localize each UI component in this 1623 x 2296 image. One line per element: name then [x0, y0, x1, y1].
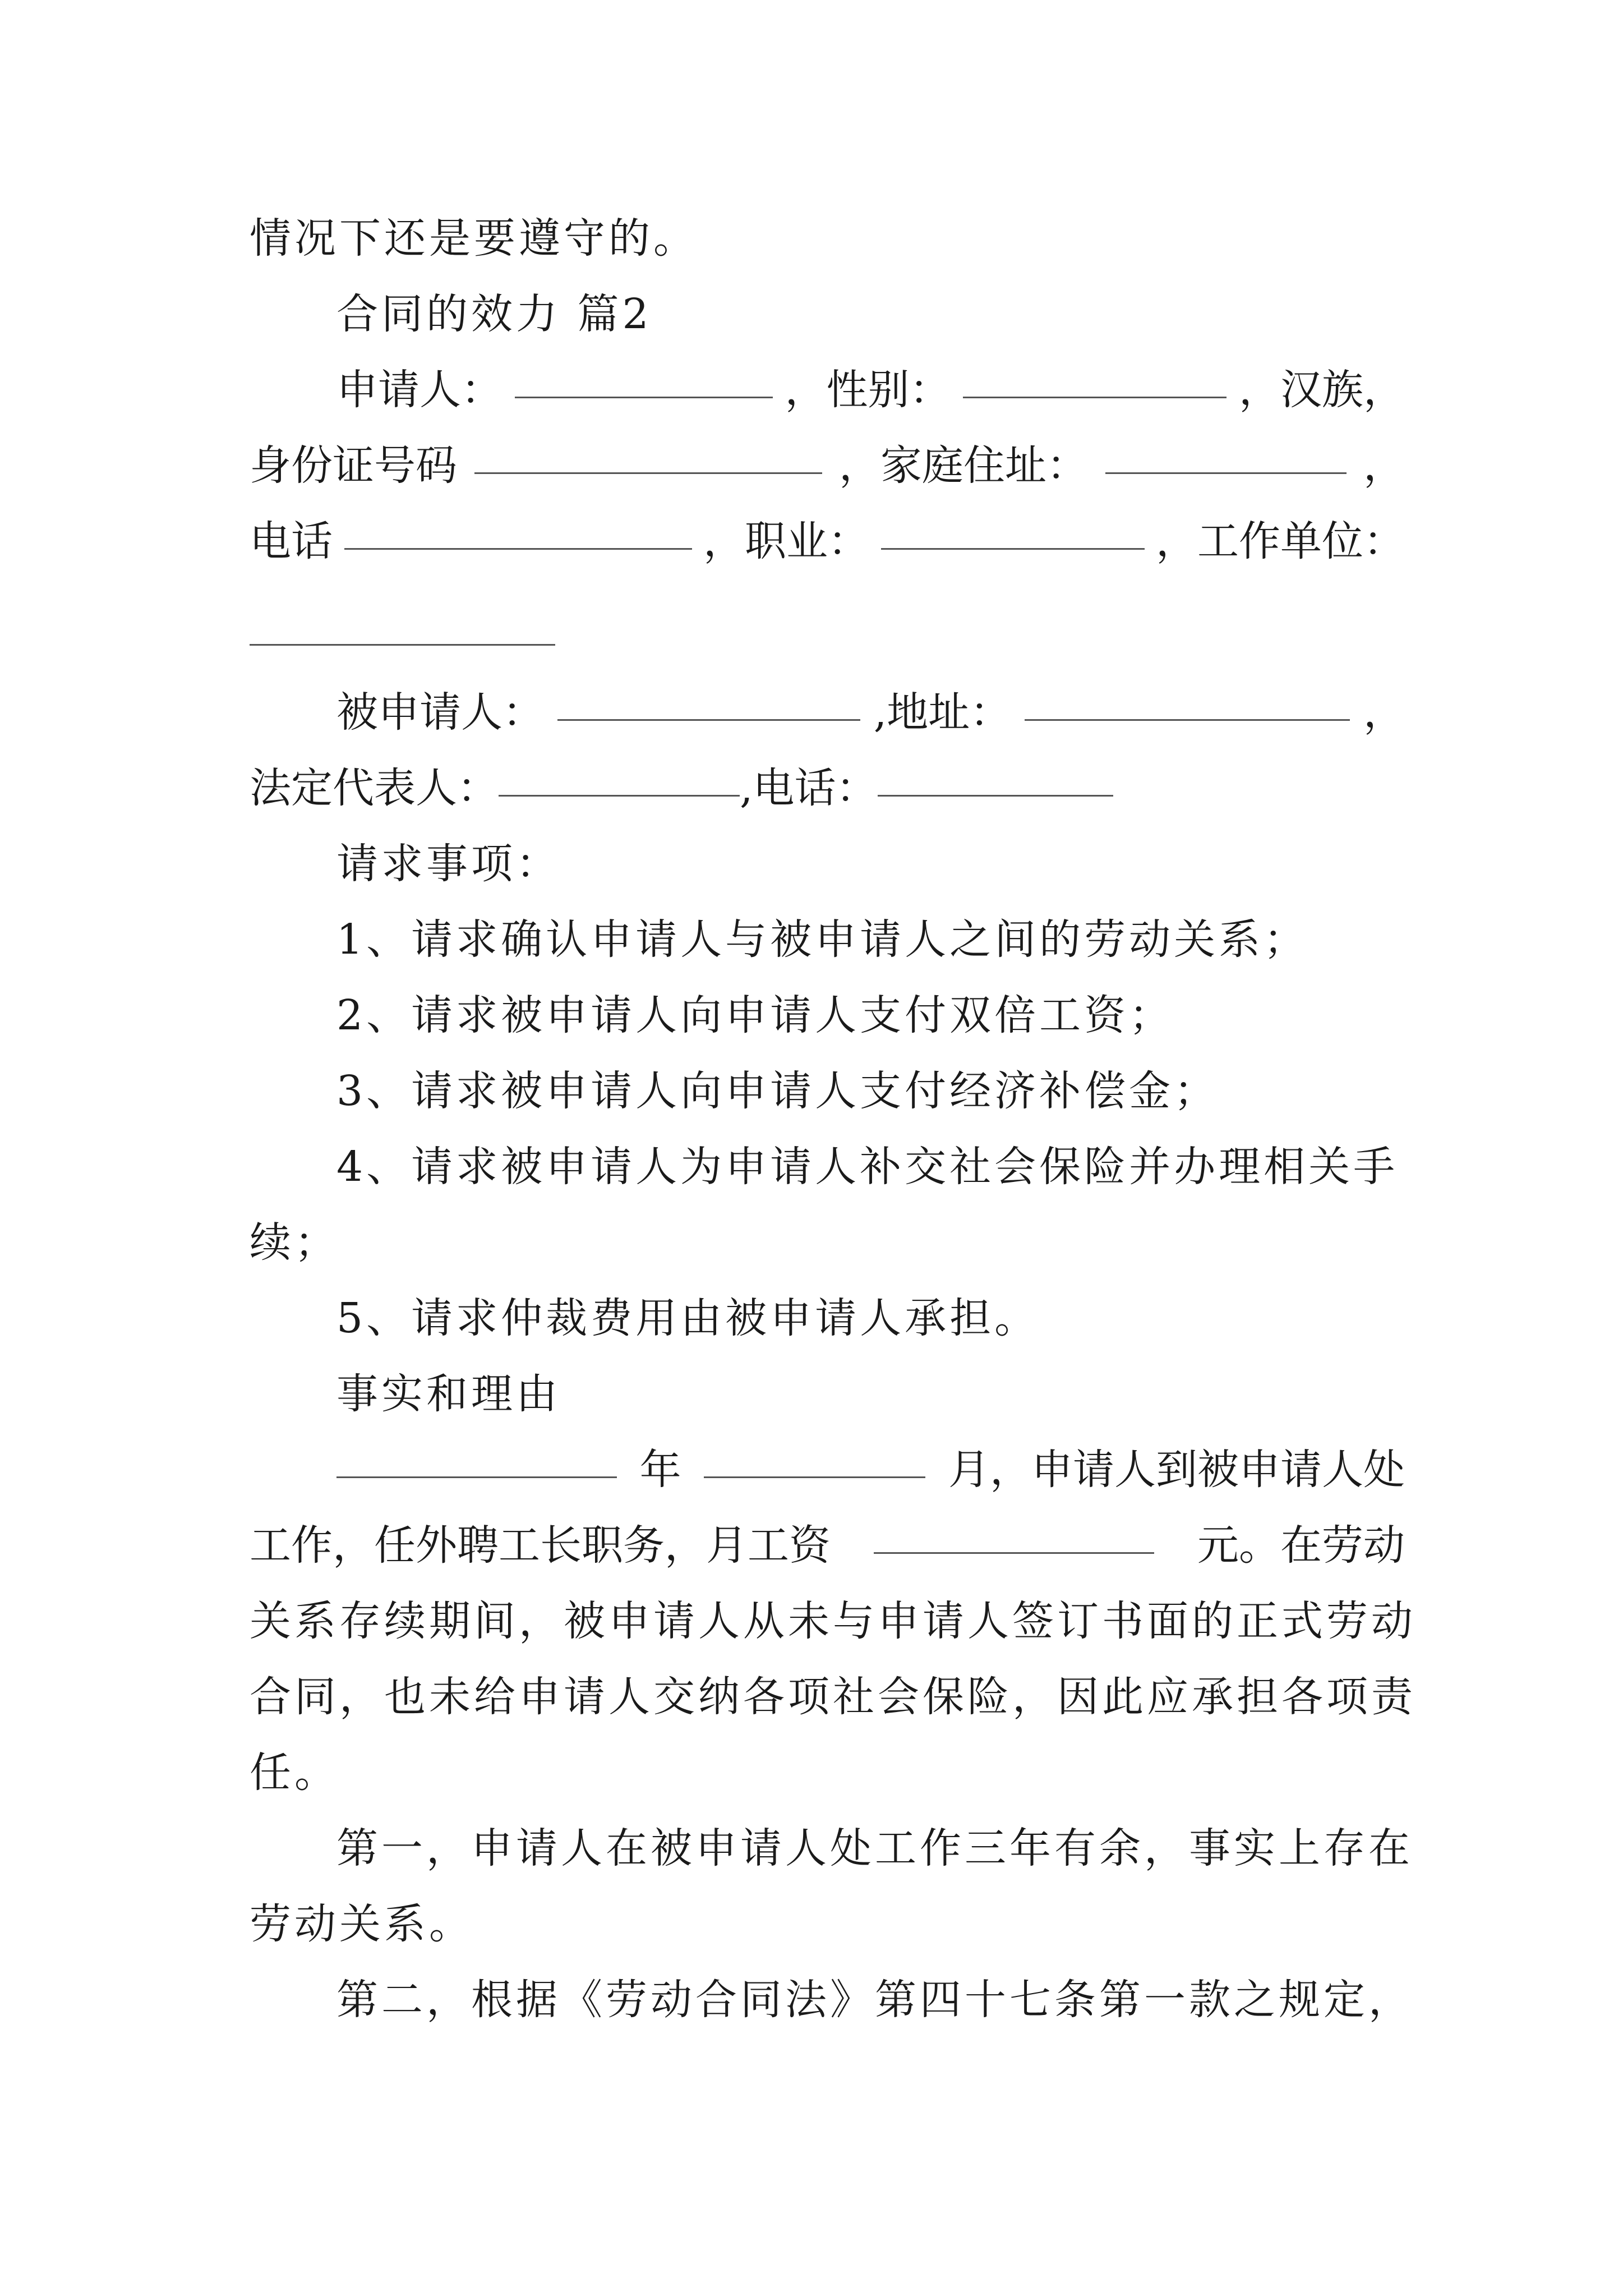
- paragraph-line: 情况下还是要遵守的。: [250, 214, 698, 263]
- list-item: 3、请求被申请人向申请人支付经济补偿金；: [336, 1067, 1219, 1115]
- fill-blank[interactable]: [1025, 684, 1350, 721]
- paragraph-line: 第二，根据《劳动合同法》第四十七条第一款之规定，: [336, 1976, 1413, 2024]
- fill-blank[interactable]: [1105, 438, 1347, 474]
- paragraph-line: 关系存续期间，被申请人从未与申请人签订书面的正式劳动: [250, 1597, 1416, 1645]
- fill-blank[interactable]: [963, 362, 1227, 398]
- fill-blank[interactable]: [874, 1517, 1154, 1554]
- section-heading: 合同的效力 篇2: [336, 290, 652, 338]
- list-item-continuation: 续；: [250, 1218, 339, 1267]
- paragraph-line: 劳动关系。: [250, 1900, 474, 1948]
- fill-blank[interactable]: [878, 760, 1113, 797]
- respondent-line: 被申请人： ,地址： ，: [336, 684, 1405, 740]
- applicant-phone-line: 电话 ，职业： ，工作单位：: [250, 513, 1405, 569]
- applicant-line: 申请人： ，性别： ，汉族，: [336, 362, 1405, 418]
- facts-line: 年 月，申请人到被申请人处: [336, 1442, 1405, 1498]
- section-heading: 事实和理由: [336, 1370, 561, 1418]
- list-item: 4、请求被申请人为申请人补交社会保险并办理相关手: [336, 1143, 1399, 1191]
- applicant-id-line: 身份证号码 ，家庭住址： ，: [250, 438, 1405, 494]
- list-item: 1、请求确认申请人与被申请人之间的劳动关系；: [336, 915, 1309, 964]
- paragraph-line: 合同，也未给申请人交纳各项社会保险，因此应承担各项责: [250, 1673, 1416, 1721]
- list-item: 5、请求仲裁费用由被申请人承担。: [336, 1294, 1040, 1342]
- fill-blank[interactable]: [474, 438, 822, 474]
- fill-blank[interactable]: [515, 362, 773, 398]
- fill-blank[interactable]: [250, 644, 555, 646]
- facts-line: 工作，任外聘工长职务，月工资 元。在劳动: [250, 1517, 1405, 1573]
- fill-blank[interactable]: [881, 513, 1145, 550]
- fill-blank[interactable]: [499, 760, 740, 797]
- section-heading: 请求事项：: [336, 840, 561, 888]
- fill-blank[interactable]: [704, 1442, 925, 1478]
- paragraph-line: 任。: [250, 1749, 339, 1797]
- fill-blank[interactable]: [557, 684, 860, 721]
- fill-blank[interactable]: [344, 513, 692, 550]
- respondent-rep-line: 法定代表人： ,电话：: [250, 760, 1175, 816]
- list-item: 2、请求被申请人向申请人支付双倍工资；: [336, 991, 1174, 1039]
- paragraph-line: 第一，申请人在被申请人处工作三年有余，事实上存在: [336, 1824, 1413, 1872]
- fill-blank[interactable]: [336, 1442, 617, 1478]
